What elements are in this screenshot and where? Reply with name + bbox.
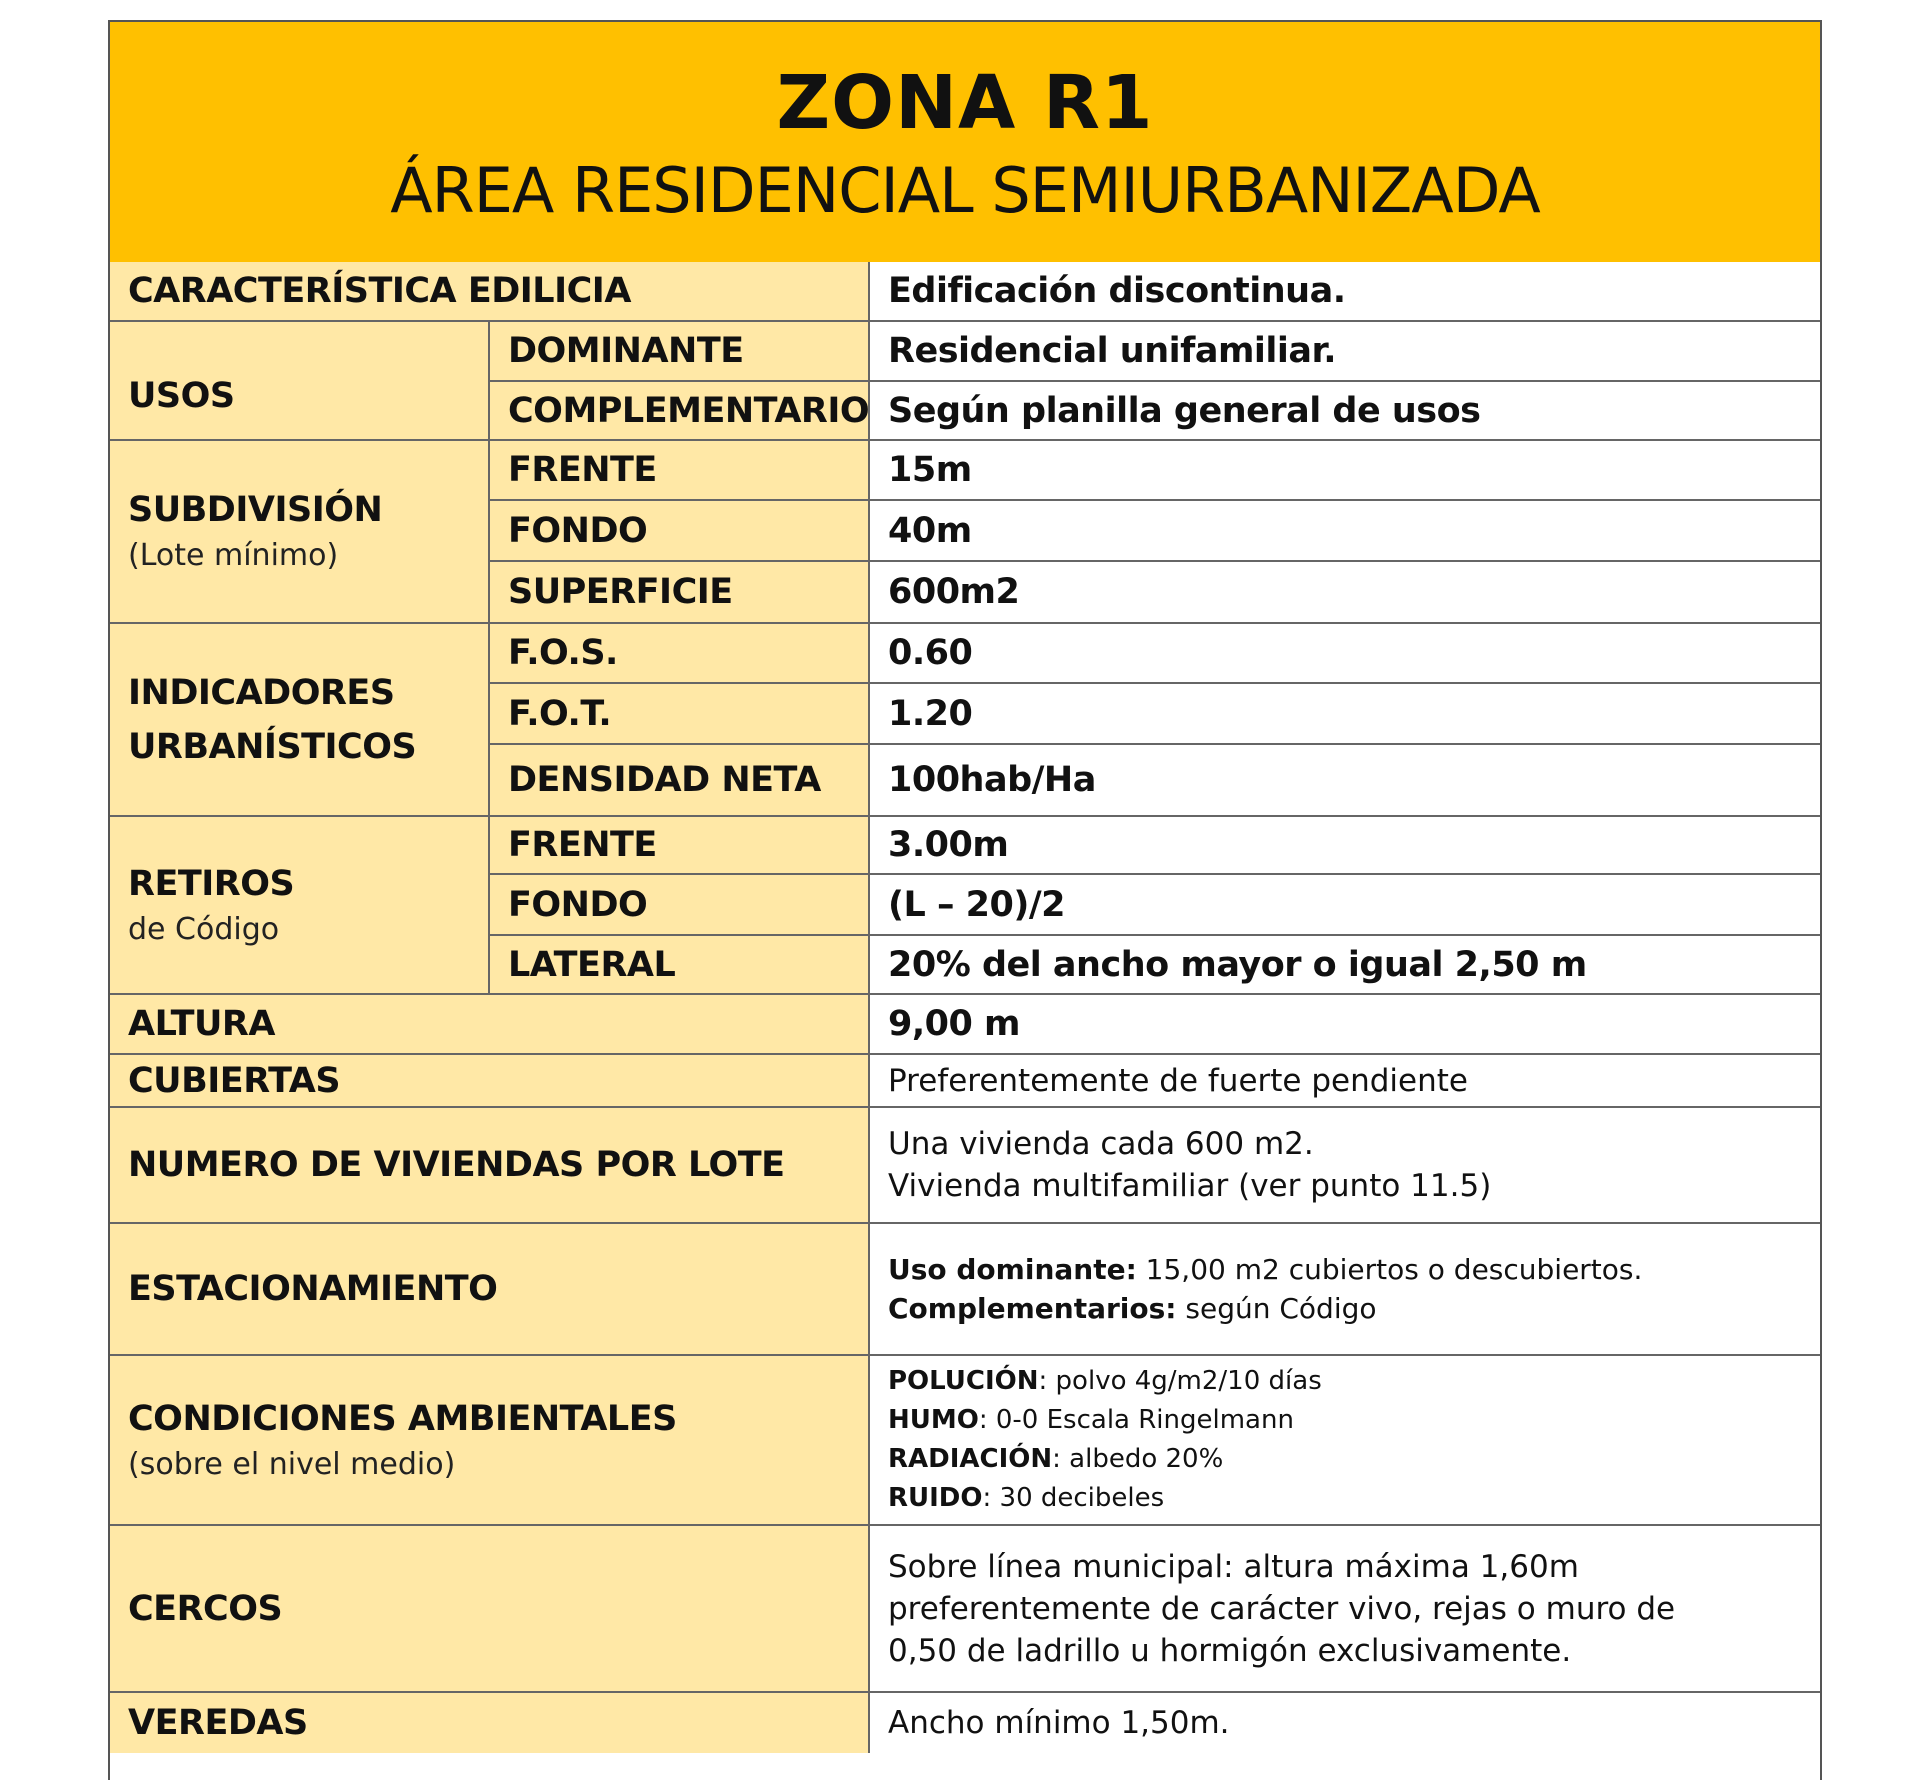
value-superficie	[870, 562, 1820, 624]
label-cubiertas	[110, 1055, 870, 1108]
label-text: CARACTERÍSTICA EDILICIA	[128, 271, 631, 311]
label-text: FONDO	[508, 510, 648, 551]
label-note: (sobre el nivel medio)	[128, 1446, 456, 1482]
sublabel-frente	[490, 441, 870, 501]
value-text: (L – 20)/2	[888, 884, 1066, 925]
value-retiro-fondo	[870, 875, 1820, 936]
label-indicadores	[110, 624, 490, 817]
label-text: VEREDAS	[128, 1703, 308, 1743]
label-text: RETIROS	[128, 863, 295, 904]
label-text: CONDICIONES AMBIENTALES	[128, 1398, 677, 1439]
label-text: CUBIERTAS	[128, 1060, 341, 1101]
label-text: COMPLEMENTARIO	[508, 390, 870, 431]
value-text: 9,00 m	[888, 1004, 1021, 1044]
value-key: Complementarios:	[888, 1292, 1177, 1325]
label-text: FONDO	[508, 884, 648, 925]
sublabel-superficie	[490, 562, 870, 624]
value-line	[888, 1479, 1820, 1518]
value-text: Ancho mínimo 1,50m.	[888, 1705, 1230, 1741]
label-veredas	[110, 1693, 870, 1753]
value-text: 600m2	[888, 572, 1020, 612]
value-veredas	[870, 1693, 1820, 1753]
value-text: Residencial unifamiliar.	[888, 331, 1337, 371]
label-text: F.O.T.	[508, 693, 612, 734]
label-text: ALTURA	[128, 1004, 275, 1044]
zone-title: ZONA R1	[776, 60, 1154, 146]
label-text: SUBDIVISIÓN	[128, 490, 383, 530]
value-line	[888, 1250, 1820, 1289]
label-text: FRENTE	[508, 825, 657, 865]
label-estacionamiento	[110, 1224, 870, 1356]
label-caracteristica	[110, 262, 870, 322]
value-ambientales	[870, 1356, 1820, 1526]
sublabel-retiro-lateral	[490, 936, 870, 995]
value-line: preferentemente de carácter vivo, rejas o muro de	[888, 1590, 1676, 1627]
sublabel-fos	[490, 624, 870, 684]
value-retiro-lateral	[870, 936, 1820, 995]
label-text: DOMINANTE	[508, 331, 744, 371]
label-text: DENSIDAD NETA	[508, 760, 821, 800]
value-densidad	[870, 745, 1820, 817]
value-complementario	[870, 382, 1820, 441]
zoning-table	[108, 20, 1822, 1780]
value-text: 40m	[888, 510, 972, 551]
sublabel-densidad	[490, 745, 870, 817]
label-note: (Lote mínimo)	[128, 538, 339, 573]
label-viviendas	[110, 1108, 870, 1224]
value-text: Según planilla general de usos	[888, 390, 1481, 431]
label-text: LATERAL	[508, 944, 676, 985]
value-viviendas	[870, 1108, 1820, 1224]
value-key: RUIDO	[888, 1483, 983, 1513]
value-text: 15,00 m2 cubiertos o descubiertos.	[1136, 1253, 1643, 1286]
value-line: Vivienda multifamiliar (ver punto 11.5)	[888, 1168, 1492, 1204]
value-text: 20% del ancho mayor o igual 2,50 m	[888, 944, 1587, 985]
sublabel-fondo	[490, 501, 870, 562]
sublabel-retiro-fondo	[490, 875, 870, 936]
value-line	[888, 1362, 1820, 1401]
sublabel-complementario	[490, 382, 870, 441]
label-subdivision	[110, 441, 490, 624]
sublabel-fot	[490, 684, 870, 745]
value-frente	[870, 441, 1820, 501]
value-line	[888, 1289, 1820, 1328]
value-dominante	[870, 322, 1820, 382]
sublabel-dominante	[490, 322, 870, 382]
value-text: según Código	[1176, 1292, 1377, 1325]
value-cercos	[870, 1526, 1820, 1693]
value-fot	[870, 684, 1820, 745]
label-text: INDICADORES	[128, 672, 395, 713]
value-line: Una vivienda cada 600 m2.	[888, 1126, 1314, 1162]
label-text: NUMERO DE VIVIENDAS POR LOTE	[128, 1145, 785, 1185]
label-retiros	[110, 817, 490, 995]
value-text: 100hab/Ha	[888, 760, 1096, 800]
value-fos	[870, 624, 1820, 684]
label-text: FRENTE	[508, 450, 657, 490]
value-text: 3.00m	[888, 825, 1009, 865]
value-estacionamiento	[870, 1224, 1820, 1356]
label-altura	[110, 995, 870, 1055]
label-text: USOS	[128, 375, 235, 416]
value-key: POLUCIÓN	[888, 1366, 1039, 1396]
label-text: ESTACIONAMIENTO	[128, 1269, 498, 1309]
value-key: Uso dominante:	[888, 1253, 1137, 1286]
value-retiro-frente	[870, 817, 1820, 875]
zone-subtitle: ÁREA RESIDENCIAL SEMIURBANIZADA	[390, 154, 1540, 227]
label-cercos	[110, 1526, 870, 1693]
label-text: F.O.S.	[508, 633, 618, 673]
value-text: : albedo 20%	[1052, 1444, 1224, 1474]
value-text: : polvo 4g/m2/10 días	[1038, 1366, 1322, 1396]
value-line: 0,50 de ladrillo u hormigón exclusivamente.	[888, 1632, 1572, 1669]
value-line	[888, 1440, 1820, 1479]
value-text: 15m	[888, 450, 972, 490]
label-usos	[110, 322, 490, 441]
value-altura	[870, 995, 1820, 1055]
label-ambientales	[110, 1356, 870, 1526]
label-text: SUPERFICIE	[508, 572, 733, 612]
label-text: URBANÍSTICOS	[128, 726, 417, 767]
value-text: 0.60	[888, 633, 973, 673]
value-fondo	[870, 501, 1820, 562]
value-text: Preferentemente de fuerte pendiente	[888, 1062, 1468, 1099]
value-text: : 30 decibeles	[982, 1483, 1165, 1513]
label-text: CERCOS	[128, 1588, 283, 1629]
value-line: Sobre línea municipal: altura máxima 1,60m	[888, 1548, 1579, 1585]
value-text: Edificación discontinua.	[888, 271, 1346, 311]
value-caracteristica	[870, 262, 1820, 322]
value-key: HUMO	[888, 1405, 979, 1435]
table-header	[110, 22, 1820, 264]
value-text: 1.20	[888, 693, 973, 734]
sublabel-retiro-frente	[490, 817, 870, 875]
label-note: de Código	[128, 911, 280, 947]
value-text: : 0-0 Escala Ringelmann	[978, 1405, 1294, 1435]
value-cubiertas	[870, 1055, 1820, 1108]
value-line	[888, 1401, 1820, 1440]
value-key: RADIACIÓN	[888, 1444, 1053, 1474]
